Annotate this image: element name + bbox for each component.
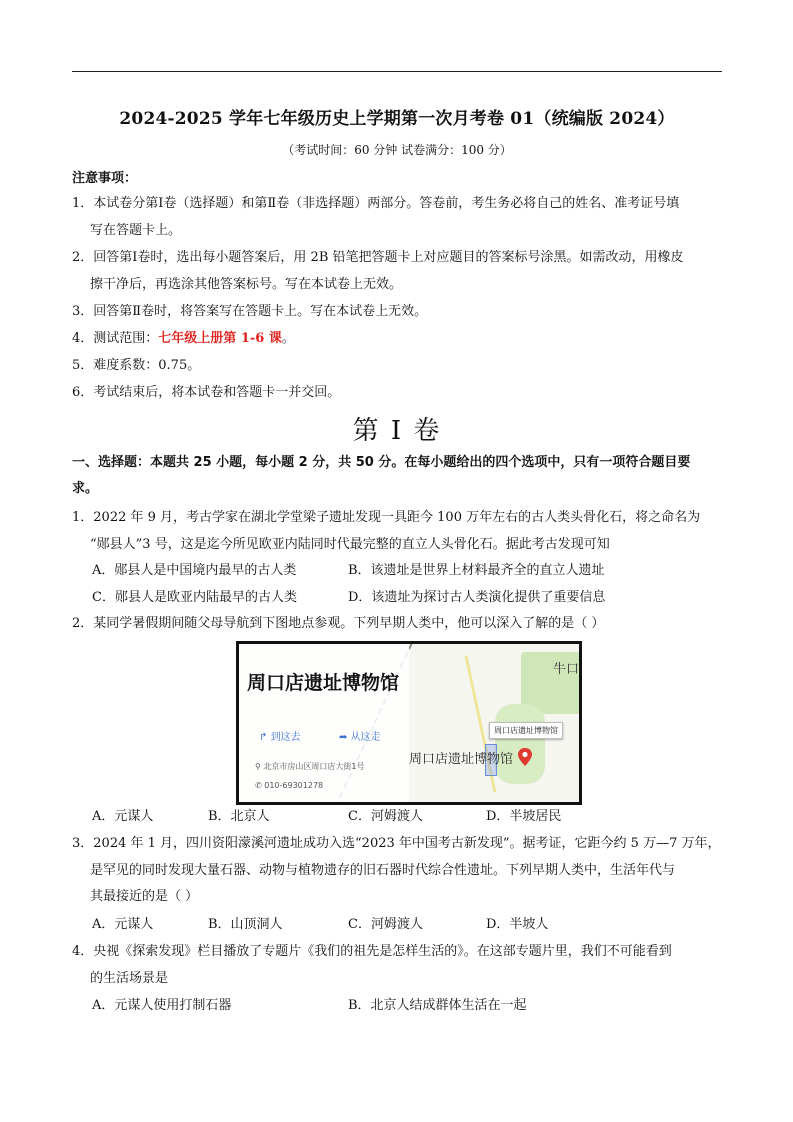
route-arrow-icon: ➦: [339, 732, 351, 743]
note-number: 3．: [72, 304, 94, 319]
from-here-button[interactable]: [339, 728, 381, 743]
question-1-option-c[interactable]: C．郧县人是欧亚内陆最早的古人类: [92, 590, 297, 605]
note-item-3: [72, 303, 722, 321]
note-number: 2．: [72, 250, 94, 265]
note-text: 测试范围：: [93, 331, 159, 346]
section-instruction: 一、选择题：本题共 25 小题，每小题 2 分，共 50 分。在每小题给出的四个选项中，只有一项符合题目要: [72, 455, 691, 470]
question-1-option-d[interactable]: D．该遗址为探讨古人类演化提供了重要信息: [348, 590, 606, 605]
exam-subtitle: （考试时间：60 分钟 试卷满分：100 分）: [282, 143, 512, 157]
note-number: 4．: [72, 331, 94, 346]
note-text: 。: [281, 331, 295, 346]
question-4-option-b[interactable]: B．北京人结成群体生活在一起: [348, 998, 527, 1013]
section-instruction-cont: 求。: [72, 481, 99, 496]
go-there-button[interactable]: [259, 728, 301, 743]
map-phone: [255, 781, 323, 790]
note-item-1: [72, 195, 722, 213]
map-corner-label: 牛口: [553, 662, 580, 677]
question-4-stem: 4．央视《探索发现》栏目播放了专题片《我们的祖先是怎样生活的》。在这部专题片里，我们不可能看到: [72, 944, 672, 959]
exam-title: 2024-2025 学年七年级历史上学期第一次月考卷 01（统编版 2024）: [119, 109, 675, 129]
note-text: 考试结束后，将本试卷和答题卡一并交回。: [93, 385, 341, 400]
map-marker-label: 周口店遗址博物馆: [409, 752, 514, 767]
question-1-stem: 1．2022 年 9 月，考古学家在湖北学堂梁子遗址发现一具距今 100 万年左右的古人类头骨化石，将之命名为: [72, 510, 701, 525]
map-park-area: [495, 704, 545, 784]
note-number: 5．: [72, 358, 94, 373]
question-2-stem: 2．某同学暑假期间随父母导航到下图地点参观。下列早期人类中，他可以深入了解的是（ ）: [72, 616, 605, 631]
question-3-stem-cont: 是罕见的同时发现大量石器、动物与植物遗存的旧石器时代综合性遗址。下列早期人类中，生活年代与: [90, 863, 676, 878]
note-item-5: [72, 357, 722, 375]
map-callout: 周口店遗址博物馆: [489, 722, 563, 739]
section-title: 第 I 卷: [352, 416, 442, 446]
note-text: 回答第Ⅱ卷时，将答案写在答题卡上。写在本试卷上无效。: [93, 304, 428, 319]
phone-icon: ✆: [255, 781, 265, 790]
question-3-option-c[interactable]: C．河姆渡人: [348, 917, 423, 932]
question-2-option-c[interactable]: C．河姆渡人: [348, 809, 423, 824]
note-item-1-cont: 写在答题卡上。: [90, 223, 182, 238]
question-4-stem-cont: 的生活场景是: [90, 971, 169, 986]
location-pin-icon: ⚲: [255, 762, 264, 771]
phone-text: 010-69301278: [264, 781, 324, 790]
note-item-2-cont: 擦干净后，再选涂其他答案标号。写在本试卷上无效。: [90, 277, 403, 292]
from-here-label: 从这走: [350, 732, 381, 743]
test-scope-highlight: 七年级上册第 1-6 课: [158, 331, 282, 346]
note-item-4: [72, 330, 722, 348]
address-text: 北京市房山区周口店大街1号: [263, 762, 365, 771]
notes-heading: 注意事项：: [72, 171, 138, 186]
note-text: 回答第Ⅰ卷时，选出每小题答案后，用 2B 铅笔把答题卡上对应题目的答案标号涂黑。如需改动，用橡皮: [93, 250, 684, 265]
question-2-option-a[interactable]: A．元谋人: [92, 809, 154, 824]
header-rule: [72, 71, 722, 72]
question-1-stem-cont: “郧县人”3 号，这是迄今所见欧亚内陆同时代最完整的直立人头骨化石。据此考古发现可知: [90, 537, 610, 552]
question-1-option-a[interactable]: A．郧县人是中国境内最早的古人类: [92, 563, 297, 578]
question-1-option-b[interactable]: B．该遗址是世界上材料最齐全的直立人遗址: [348, 563, 605, 578]
map-marker-icon[interactable]: [517, 748, 533, 766]
map-place-title: 周口店遗址博物馆: [247, 672, 400, 694]
map-address: [255, 761, 365, 772]
question-3-option-b[interactable]: B．山顶洞人: [208, 917, 283, 932]
turn-arrow-icon: ↱: [259, 732, 271, 743]
note-item-6: [72, 384, 722, 402]
note-number: 6．: [72, 385, 94, 400]
go-there-label: 到这去: [270, 732, 301, 743]
question-3-stem: 3．2024 年 1 月，四川资阳濛溪河遗址成功入选“2023 年中国考古新发现”。据考证，它距今约 5 万—7 万年，: [72, 836, 721, 851]
question-3-option-d[interactable]: D．半坡人: [486, 917, 549, 932]
question-4-option-a[interactable]: A．元谋人使用打制石器: [92, 998, 232, 1013]
note-number: 1．: [72, 196, 94, 211]
question-2-option-d[interactable]: D．半坡居民: [486, 809, 562, 824]
question-3-option-a[interactable]: A．元谋人: [92, 917, 154, 932]
question-3-stem-cont: 其最接近的是（ ）: [90, 889, 199, 904]
note-text: 本试卷分第Ⅰ卷（选择题）和第Ⅱ卷（非选择题）两部分。答卷前，考生务必将自己的姓名、准考证号填: [93, 196, 680, 211]
note-item-2: [72, 249, 722, 267]
map-screenshot: [236, 641, 582, 805]
note-text: 难度系数：0.75。: [93, 358, 201, 373]
question-2-option-b[interactable]: B．北京人: [208, 809, 270, 824]
